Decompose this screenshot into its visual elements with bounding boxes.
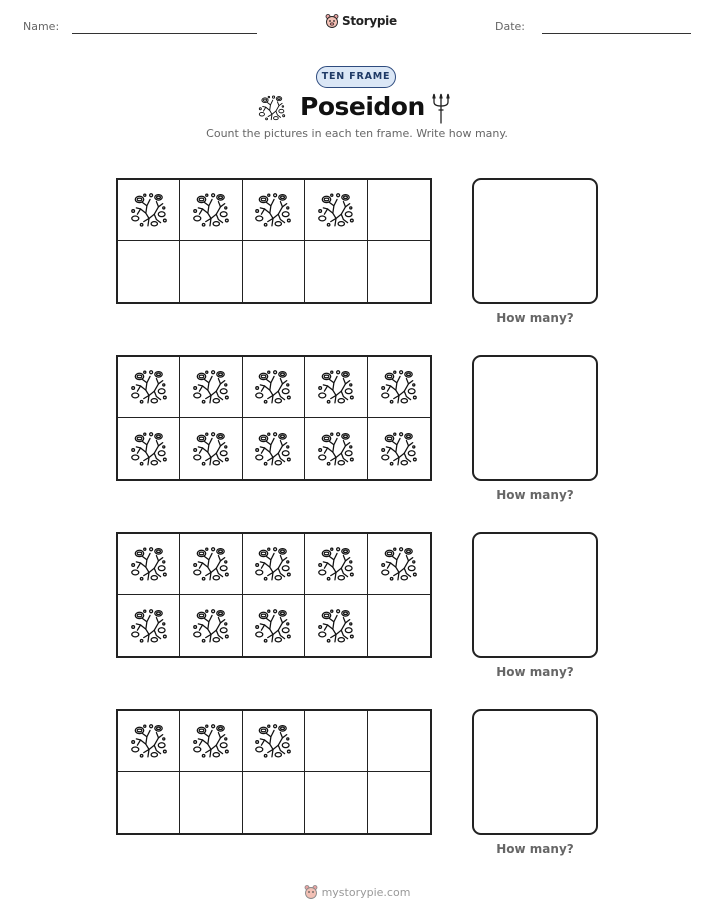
footer-url: mystorypie.com (321, 885, 411, 899)
ten-frame-cell (243, 418, 305, 479)
ten-frame-cell (305, 772, 367, 833)
ten-frame-cell (243, 357, 305, 418)
coral-reef-icon (254, 545, 292, 583)
ten-frame-cell (305, 534, 367, 595)
coral-reef-icon (317, 607, 355, 645)
ten-frame-cell (118, 418, 180, 479)
ten-frame-cell (305, 357, 367, 418)
ten-frame-cell (180, 241, 242, 302)
answer-box-3[interactable] (472, 532, 598, 658)
ten-frame-cell (305, 595, 367, 656)
how-many-label-1: How many? (496, 311, 574, 325)
date-line[interactable] (542, 33, 691, 34)
coral-reef-icon (257, 94, 287, 122)
ten-frame-badge: TEN FRAME (316, 66, 396, 88)
ten-frame-cell (368, 595, 430, 656)
brand-name: Storypie (342, 14, 397, 28)
coral-reef-icon (192, 607, 230, 645)
page-title: Poseidon (300, 92, 425, 121)
ten-frame-cell (243, 772, 305, 833)
coral-reef-icon (130, 722, 168, 760)
ten-frame-4 (116, 709, 432, 835)
ten-frame-1 (116, 178, 432, 304)
ten-frame-cell (118, 241, 180, 302)
ten-frame-cell (305, 418, 367, 479)
ten-frame-cell (368, 241, 430, 302)
ten-frame-cell (180, 418, 242, 479)
coral-reef-icon (130, 430, 168, 468)
ten-frame-cell (368, 534, 430, 595)
storypie-mascot-icon (304, 884, 318, 900)
coral-reef-icon (317, 368, 355, 406)
answer-box-1[interactable] (472, 178, 598, 304)
coral-reef-icon (254, 430, 292, 468)
date-label: Date: (495, 20, 525, 33)
answer-box-4[interactable] (472, 709, 598, 835)
ten-frame-cell (243, 180, 305, 241)
ten-frame-cell (368, 418, 430, 479)
ten-frame-cell (368, 711, 430, 772)
coral-reef-icon (192, 368, 230, 406)
coral-reef-icon (380, 368, 418, 406)
coral-reef-icon (380, 430, 418, 468)
ten-frame-cell (180, 180, 242, 241)
coral-reef-icon (317, 430, 355, 468)
ten-frame-cell (118, 772, 180, 833)
coral-reef-icon (254, 607, 292, 645)
ten-frame-3 (116, 532, 432, 658)
ten-frame-cell (118, 357, 180, 418)
coral-reef-icon (317, 191, 355, 229)
coral-reef-icon (130, 607, 168, 645)
ten-frame-cell (118, 595, 180, 656)
ten-frame-cell (118, 180, 180, 241)
coral-reef-icon (254, 191, 292, 229)
coral-reef-icon (130, 191, 168, 229)
ten-frame-cell (180, 711, 242, 772)
ten-frame-cell (180, 357, 242, 418)
ten-frame-2 (116, 355, 432, 481)
ten-frame-cell (305, 711, 367, 772)
ten-frame-cell (305, 180, 367, 241)
coral-reef-icon (192, 191, 230, 229)
brand-logo (325, 13, 397, 29)
ten-frame-cell (368, 772, 430, 833)
name-line[interactable] (72, 33, 257, 34)
how-many-label-4: How many? (496, 842, 574, 856)
title-row (0, 90, 714, 128)
coral-reef-icon (192, 545, 230, 583)
coral-reef-icon (130, 545, 168, 583)
answer-box-2[interactable] (472, 355, 598, 481)
how-many-label-3: How many? (496, 665, 574, 679)
ten-frame-cell (243, 711, 305, 772)
coral-reef-icon (317, 545, 355, 583)
how-many-label-2: How many? (496, 488, 574, 502)
ten-frame-cell (180, 772, 242, 833)
name-label: Name: (23, 20, 60, 33)
ten-frame-cell (180, 595, 242, 656)
ten-frame-cell (243, 534, 305, 595)
storypie-mascot-icon (325, 13, 339, 29)
footer (0, 884, 714, 900)
ten-frame-cell (368, 180, 430, 241)
coral-reef-icon (130, 368, 168, 406)
ten-frame-cell (180, 534, 242, 595)
coral-reef-icon (254, 368, 292, 406)
ten-frame-cell (118, 534, 180, 595)
trident-icon (432, 92, 450, 124)
ten-frame-cell (243, 595, 305, 656)
ten-frame-cell (243, 241, 305, 302)
instructions: Count the pictures in each ten frame. Write how many. (206, 127, 508, 140)
coral-reef-icon (192, 430, 230, 468)
coral-reef-icon (192, 722, 230, 760)
ten-frame-cell (305, 241, 367, 302)
ten-frame-cell (368, 357, 430, 418)
coral-reef-icon (380, 545, 418, 583)
coral-reef-icon (254, 722, 292, 760)
ten-frame-cell (118, 711, 180, 772)
